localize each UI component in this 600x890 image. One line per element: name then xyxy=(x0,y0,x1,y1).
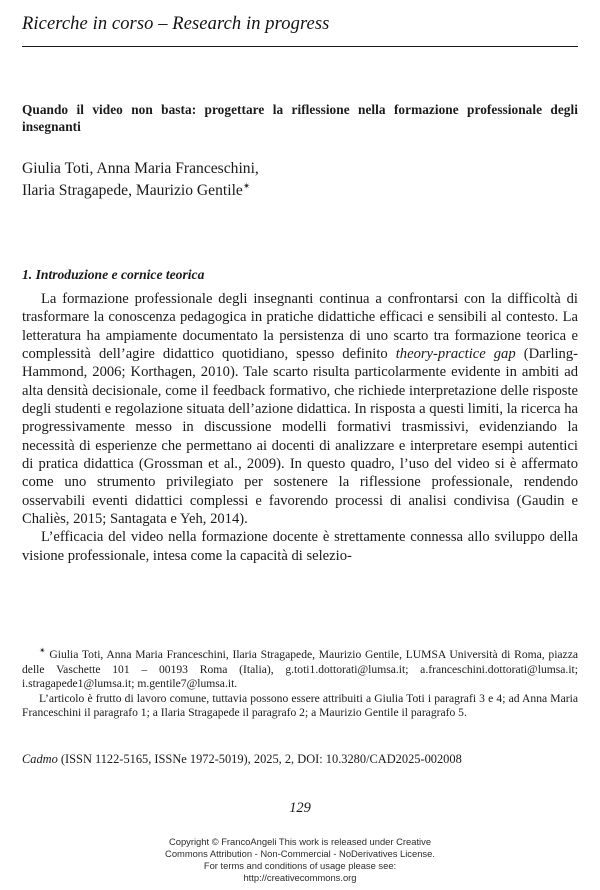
footnote-affiliation-text: Giulia Toti, Anna Maria Franceschini, Ilaria Stragapede, Maurizio Gentile, LUMSA Università di Roma, piazza delle Vaschette 101 – 00193 Roma (Italia), g.toti1.dottorati@lumsa.it; a.franceschini.dottorati@lumsa.it; i.stragapede1@lumsa.it; m.gentile7@lumsa.it. xyxy=(22,648,578,691)
running-head-text: Ricerche in corso – Research in progress xyxy=(22,14,330,34)
paragraph-2: L’efficacia del video nella formazione docente è strettamente connessa allo sviluppo della visione professionale, intesa come la capacità di selezio- xyxy=(22,529,578,564)
footnote-affiliation xyxy=(22,648,578,692)
footnote-contributions: L’articolo è frutto di lavoro comune, tuttavia possono essere attribuiti a Giulia Toti i paragrafi 3 e 4; ad Anna Maria Franceschini il paragrafo 1; a Ilaria Stragapede il paragrafo 2; a Maurizio Gentile il paragrafo 5. xyxy=(22,691,578,720)
author-list xyxy=(22,158,578,202)
copyright-notice xyxy=(0,836,600,884)
paragraph-1-emphasis: theory-practice gap xyxy=(395,346,516,363)
journal-details: (ISSN 1122-5165, ISSNe 1972-5019), 2025, 2, DOI: 10.3280/CAD2025-002008 xyxy=(57,752,462,766)
paragraph-1-part-2: (Darling-Hammond, 2006; Korthagen, 2010). Tale scarto risulta particolarmente evidente in ambiti ad alta densità decisionale, come il feedback formativo, che richiede interpretazione delle risposte degli studenti e regolazione situata dell’azione didattica. In risposta a questi limiti, la ricerca ha progressivamente messo in discussione modelli formativi trasmissivi, evidenziando la necessità di esperienze che permettano ai docenti di analizzare e interpretare esempi autentici di pratica didattica (Grossman et al., 2009). In questo quadro, l’uso del video si è affermato come uno strumento privilegiato per sostenere la riflessione professionale, rendendo osservabili eventi didattici complessi e favorendo processi di analisi condivisa (Gaudin e Chaliès, 2015; Santagata e Yeh, 2014). xyxy=(22,346,579,528)
author-line-2 xyxy=(22,180,578,202)
section-heading: 1. Introduzione e cornice teorica xyxy=(22,267,205,283)
journal-name: Cadmo xyxy=(22,752,58,766)
copyright-line-2: Commons Attribution - Non-Commercial - NoDerivatives License. xyxy=(165,848,435,860)
page-number: 129 xyxy=(289,800,311,816)
header-rule xyxy=(22,46,578,47)
footnote-marker-icon: ✴ xyxy=(242,180,251,191)
copyright-line-1: Copyright © FrancoAngeli This work is released under Creative xyxy=(168,836,432,847)
page-title: Quando il video non basta: progettare la riflessione nella formazione professionale degli insegnanti xyxy=(22,101,578,135)
paragraph-1 xyxy=(22,290,578,528)
body-text xyxy=(22,290,578,565)
author-line-1: Giulia Toti, Anna Maria Franceschini, xyxy=(22,160,259,177)
paragraph-1-part-1: La formazione professionale degli insegnanti continua a confrontarsi con la difficoltà di trasformare la conoscenza pedagogica in pratiche didattiche efficaci e sensibili al contesto. La letteratura ha ampiamente documentato la persistenza di uno scarto tra formazione teorica e complessità dell’agire didattico quotidiano, spesso definito xyxy=(22,291,578,363)
copyright-line-3: For terms and conditions of usage please see: xyxy=(203,860,397,872)
copyright-line-4: http://creativecommons.org xyxy=(243,872,357,884)
journal-citation xyxy=(22,752,578,767)
running-head xyxy=(22,14,578,34)
footnote-block xyxy=(22,648,578,721)
author-line-2-text: Ilaria Stragapede, Maurizio Gentile xyxy=(22,182,243,200)
footnote-star-icon: ✴ xyxy=(39,646,46,656)
